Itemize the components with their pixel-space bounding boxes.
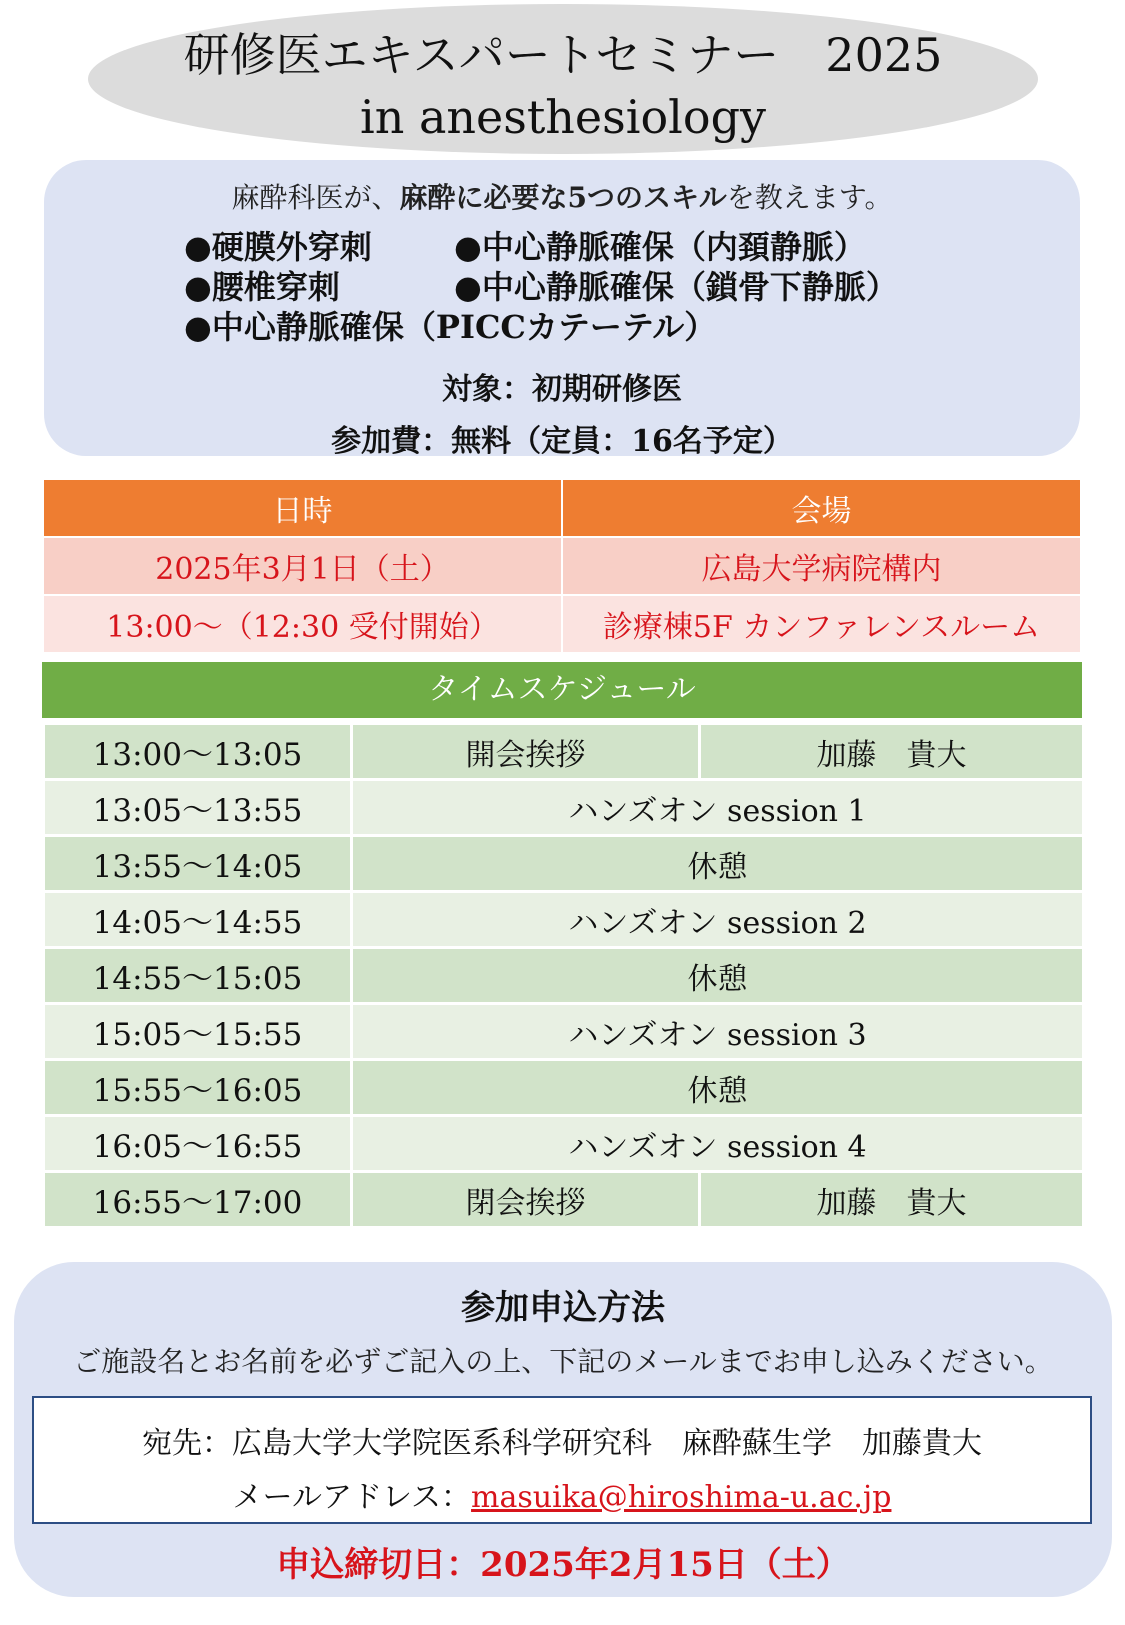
schedule-speaker: 加藤 貴大 — [700, 724, 1084, 780]
schedule-speaker: 加藤 貴大 — [700, 1172, 1084, 1228]
schedule-time: 13:05～13:55 — [44, 780, 352, 836]
table-row — [44, 1172, 1084, 1228]
schedule-time: 16:05～16:55 — [44, 1116, 352, 1172]
schedule-item: 休憩 — [352, 1060, 1084, 1116]
intro-lead-bold: 麻酔に必要な5つのスキル — [399, 181, 727, 214]
schedule-time: 16:55～17:00 — [44, 1172, 352, 1228]
venue-location: 広島大学病院構内 — [562, 537, 1081, 595]
table-row — [44, 724, 1084, 780]
schedule-table — [42, 722, 1085, 1229]
intro-lead-prefix: 麻酔科医が、 — [231, 181, 400, 214]
schedule-item: ハンズオン session 3 — [352, 1004, 1084, 1060]
contact-email-line — [34, 1472, 1090, 1516]
participation-fee: 参加費：無料（定員：16名予定） — [331, 424, 793, 459]
schedule-item: ハンズオン session 1 — [352, 780, 1084, 836]
application-panel — [14, 1262, 1112, 1597]
title-line-1: 研修医エキスパートセミナー 2025 — [183, 28, 943, 82]
schedule-time: 15:55～16:05 — [44, 1060, 352, 1116]
schedule-time: 14:05～14:55 — [44, 892, 352, 948]
schedule-item: 開会挨拶 — [352, 724, 700, 780]
schedule-time: 14:55～15:05 — [44, 948, 352, 1004]
table-row — [44, 780, 1084, 836]
contact-address: 宛先：広島大学大学院医系科学研究科 麻酔蘇生学 加藤貴大 — [142, 1426, 982, 1461]
schedule-header: タイムスケジュール — [42, 662, 1082, 718]
table-row — [44, 836, 1084, 892]
event-date: 2025年3月1日（土） — [43, 537, 562, 595]
skill-item: ●硬膜外穿刺 — [184, 228, 372, 266]
title-line-2: in anesthesiology — [359, 90, 767, 144]
skill-item: ●中心静脈確保（鎖骨下静脈） — [454, 268, 898, 306]
event-time: 13:00～（12:30 受付開始） — [43, 595, 562, 653]
intro-panel — [44, 160, 1080, 459]
email-link[interactable]: masuika@hiroshima-u.ac.jp — [471, 1480, 892, 1515]
table-row — [44, 1116, 1084, 1172]
schedule-item: 休憩 — [352, 948, 1084, 1004]
page-title — [88, 24, 1038, 148]
intro-lead — [44, 176, 1080, 216]
table-row — [44, 1004, 1084, 1060]
schedule-item: 閉会挨拶 — [352, 1172, 700, 1228]
schedule-time: 13:00～13:05 — [44, 724, 352, 780]
contact-box — [32, 1396, 1092, 1524]
table-row — [44, 1060, 1084, 1116]
venue-room: 診療棟5F カンファレンスルーム — [562, 595, 1081, 653]
table-row — [44, 892, 1084, 948]
schedule-time: 13:55～14:05 — [44, 836, 352, 892]
schedule-item: 休憩 — [352, 836, 1084, 892]
skill-item: ●中心静脈確保（PICCカテーテル） — [184, 308, 717, 346]
header-datetime: 日時 — [43, 479, 562, 537]
event-info-table — [42, 478, 1082, 654]
intro-lead-suffix: を教えます。 — [726, 181, 893, 214]
schedule-item: ハンズオン session 2 — [352, 892, 1084, 948]
skill-item: ●腰椎穿刺 — [184, 268, 340, 306]
table-row — [44, 948, 1084, 1004]
email-label: メールアドレス： — [232, 1480, 472, 1515]
header-venue: 会場 — [562, 479, 1081, 537]
schedule-time: 15:05～15:55 — [44, 1004, 352, 1060]
schedule-item: ハンズオン session 4 — [352, 1116, 1084, 1172]
application-title: 参加申込方法 — [461, 1288, 665, 1328]
skill-item: ●中心静脈確保（内頚静脈） — [454, 228, 866, 266]
application-deadline: 申込締切日：2025年2月15日（土） — [276, 1545, 850, 1585]
target-audience: 対象：初期研修医 — [442, 372, 682, 407]
application-instruction: ご施設名とお名前を必ずご記入の上、下記のメールまでお申し込みください。 — [73, 1345, 1053, 1378]
